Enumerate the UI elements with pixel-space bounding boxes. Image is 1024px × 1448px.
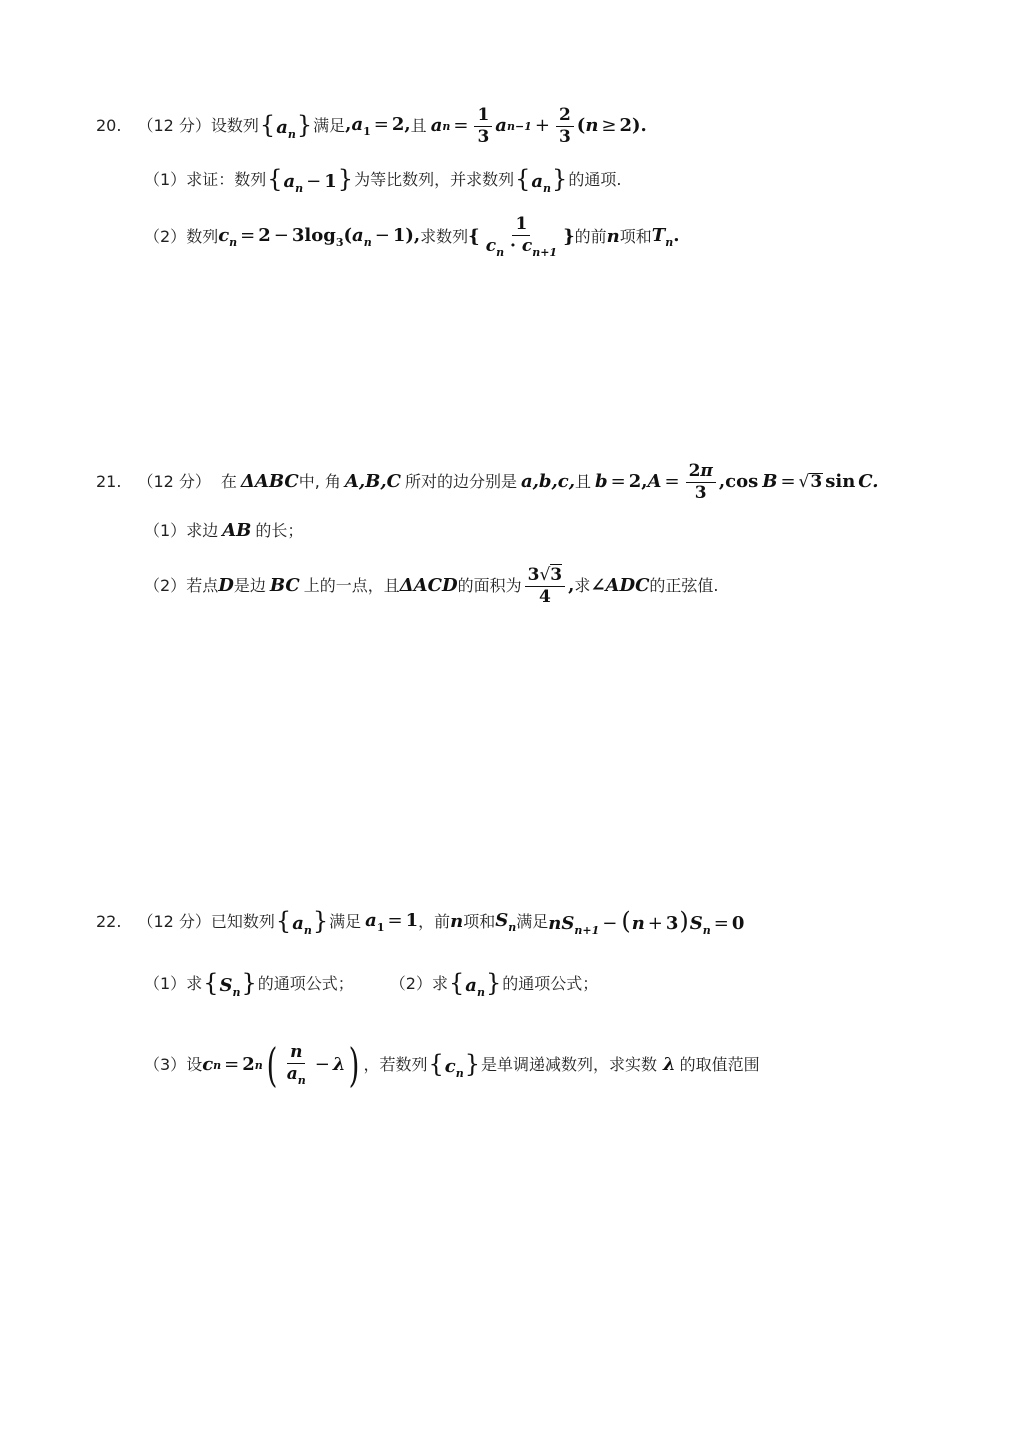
- formula: n: [606, 226, 620, 247]
- formula: $\{a_n\}$: [515, 164, 568, 195]
- q20-score: （12 分）: [137, 116, 211, 135]
- formula: AB: [222, 520, 252, 541]
- q21-stem: 21. （12 分） 在 ΔABC 中, 角 A,B,C 所对的边分别是 a,b,c, 且 b = 2, A = $\frac{2\pi}{3}$ ,cos B = √ 3 sin C.: [96, 460, 879, 503]
- q20-number: 20.: [96, 116, 122, 135]
- formula: c n = 2 n ( $\frac{n}{a_n}$ − λ ): [202, 1038, 360, 1092]
- formula: { $\frac{1}{c_n \cdot c_{n+1}}$ }: [468, 214, 575, 259]
- formula: $\{a_n\}$: [259, 110, 313, 141]
- formula: $a_1 = 1$: [365, 909, 419, 934]
- formula: $\frac{3√3}{4}$ ,: [522, 565, 575, 607]
- formula: $\{c_n\}$: [428, 1049, 480, 1080]
- formula: ΔACD: [399, 575, 458, 596]
- formula: $S_n$: [495, 909, 517, 934]
- q22-score: （12 分）: [137, 912, 211, 931]
- formula: $\{a_n\}$: [275, 906, 329, 937]
- formula: $\{S_n\}$: [203, 968, 257, 999]
- formula: $\{a_n - 1\}$: [267, 164, 354, 195]
- formula: $nS_{n+1} - (n + 3)S_n = 0$: [548, 906, 745, 937]
- formula: $c_n = 2 - 3\log_3(a_n - 1)$,: [218, 224, 421, 249]
- formula: ΔABC: [240, 471, 299, 492]
- q22-number: 22.: [96, 912, 122, 931]
- formula: $,a_1 = 2$,: [345, 113, 411, 138]
- formula: A,B,C: [344, 471, 401, 492]
- formula: a,b,c,: [520, 471, 575, 492]
- formula: n: [450, 911, 464, 932]
- formula: $\{a_n\}$: [448, 968, 502, 999]
- formula: b = 2, A = $\frac{2\pi}{3}$ ,cos B = √ 3 sin C.: [595, 460, 879, 503]
- q21-score: （12 分）: [137, 472, 211, 491]
- q20-part1: （1） 求证：数列 $\{a_n - 1\}$ 为等比数列，并求数列 $\{a_n\}$ 的通项.: [144, 164, 622, 195]
- q21-part2: （2） 若点 D 是边 BC 上的一点，且 ΔACD 的面积为 $\frac{3√3}{4}$ , 求 ∠ADC 的正弦值.: [144, 564, 719, 607]
- formula: λ: [663, 1054, 676, 1075]
- formula: D: [218, 575, 234, 596]
- q20-part2: （2） 数列 $c_n = 2 - 3\log_3(a_n - 1)$, 求数列 { $\frac{1}{c_n \cdot c_{n+1}}$ } 的前 n 项和 $T_n$.: [144, 214, 680, 259]
- formula: ∠ADC: [590, 575, 650, 596]
- q22-part3: （3） 设 c n = 2 n ( $\frac{n}{a_n}$ − λ ) ，若数列 $\{c_n\}$ 是单调递减数列，求实数 λ 的取值范围: [144, 1038, 760, 1092]
- formula: $T_n$.: [651, 224, 680, 249]
- q21-number: 21.: [96, 472, 122, 491]
- q21-part1: （1） 求边 AB 的长；: [144, 520, 304, 541]
- formula: BC: [269, 575, 300, 596]
- q22-part1-2: （1） 求 $\{S_n\}$ 的通项公式； （2） 求 $\{a_n\}$ 的通项公式；: [144, 968, 599, 999]
- q20-stem: 20. （12 分） 设数列 $\{a_n\}$ 满足 $,a_1 = 2$, 且 a n = $\frac{1}{3}$ a n−1 + $\frac{2}{3}$ ( n ≥ 2).: [96, 104, 647, 147]
- formula: a n = $\frac{1}{3}$ a n−1 + $\frac{2}{3}$ ( n ≥ 2).: [430, 104, 647, 147]
- q22-stem: 22. （12 分） 已知数列 $\{a_n\}$ 满足 $a_1 = 1$ ，前 n 项和 $S_n$ 满足 $nS_{n+1} - (n + 3)S_n = 0$: [96, 906, 745, 937]
